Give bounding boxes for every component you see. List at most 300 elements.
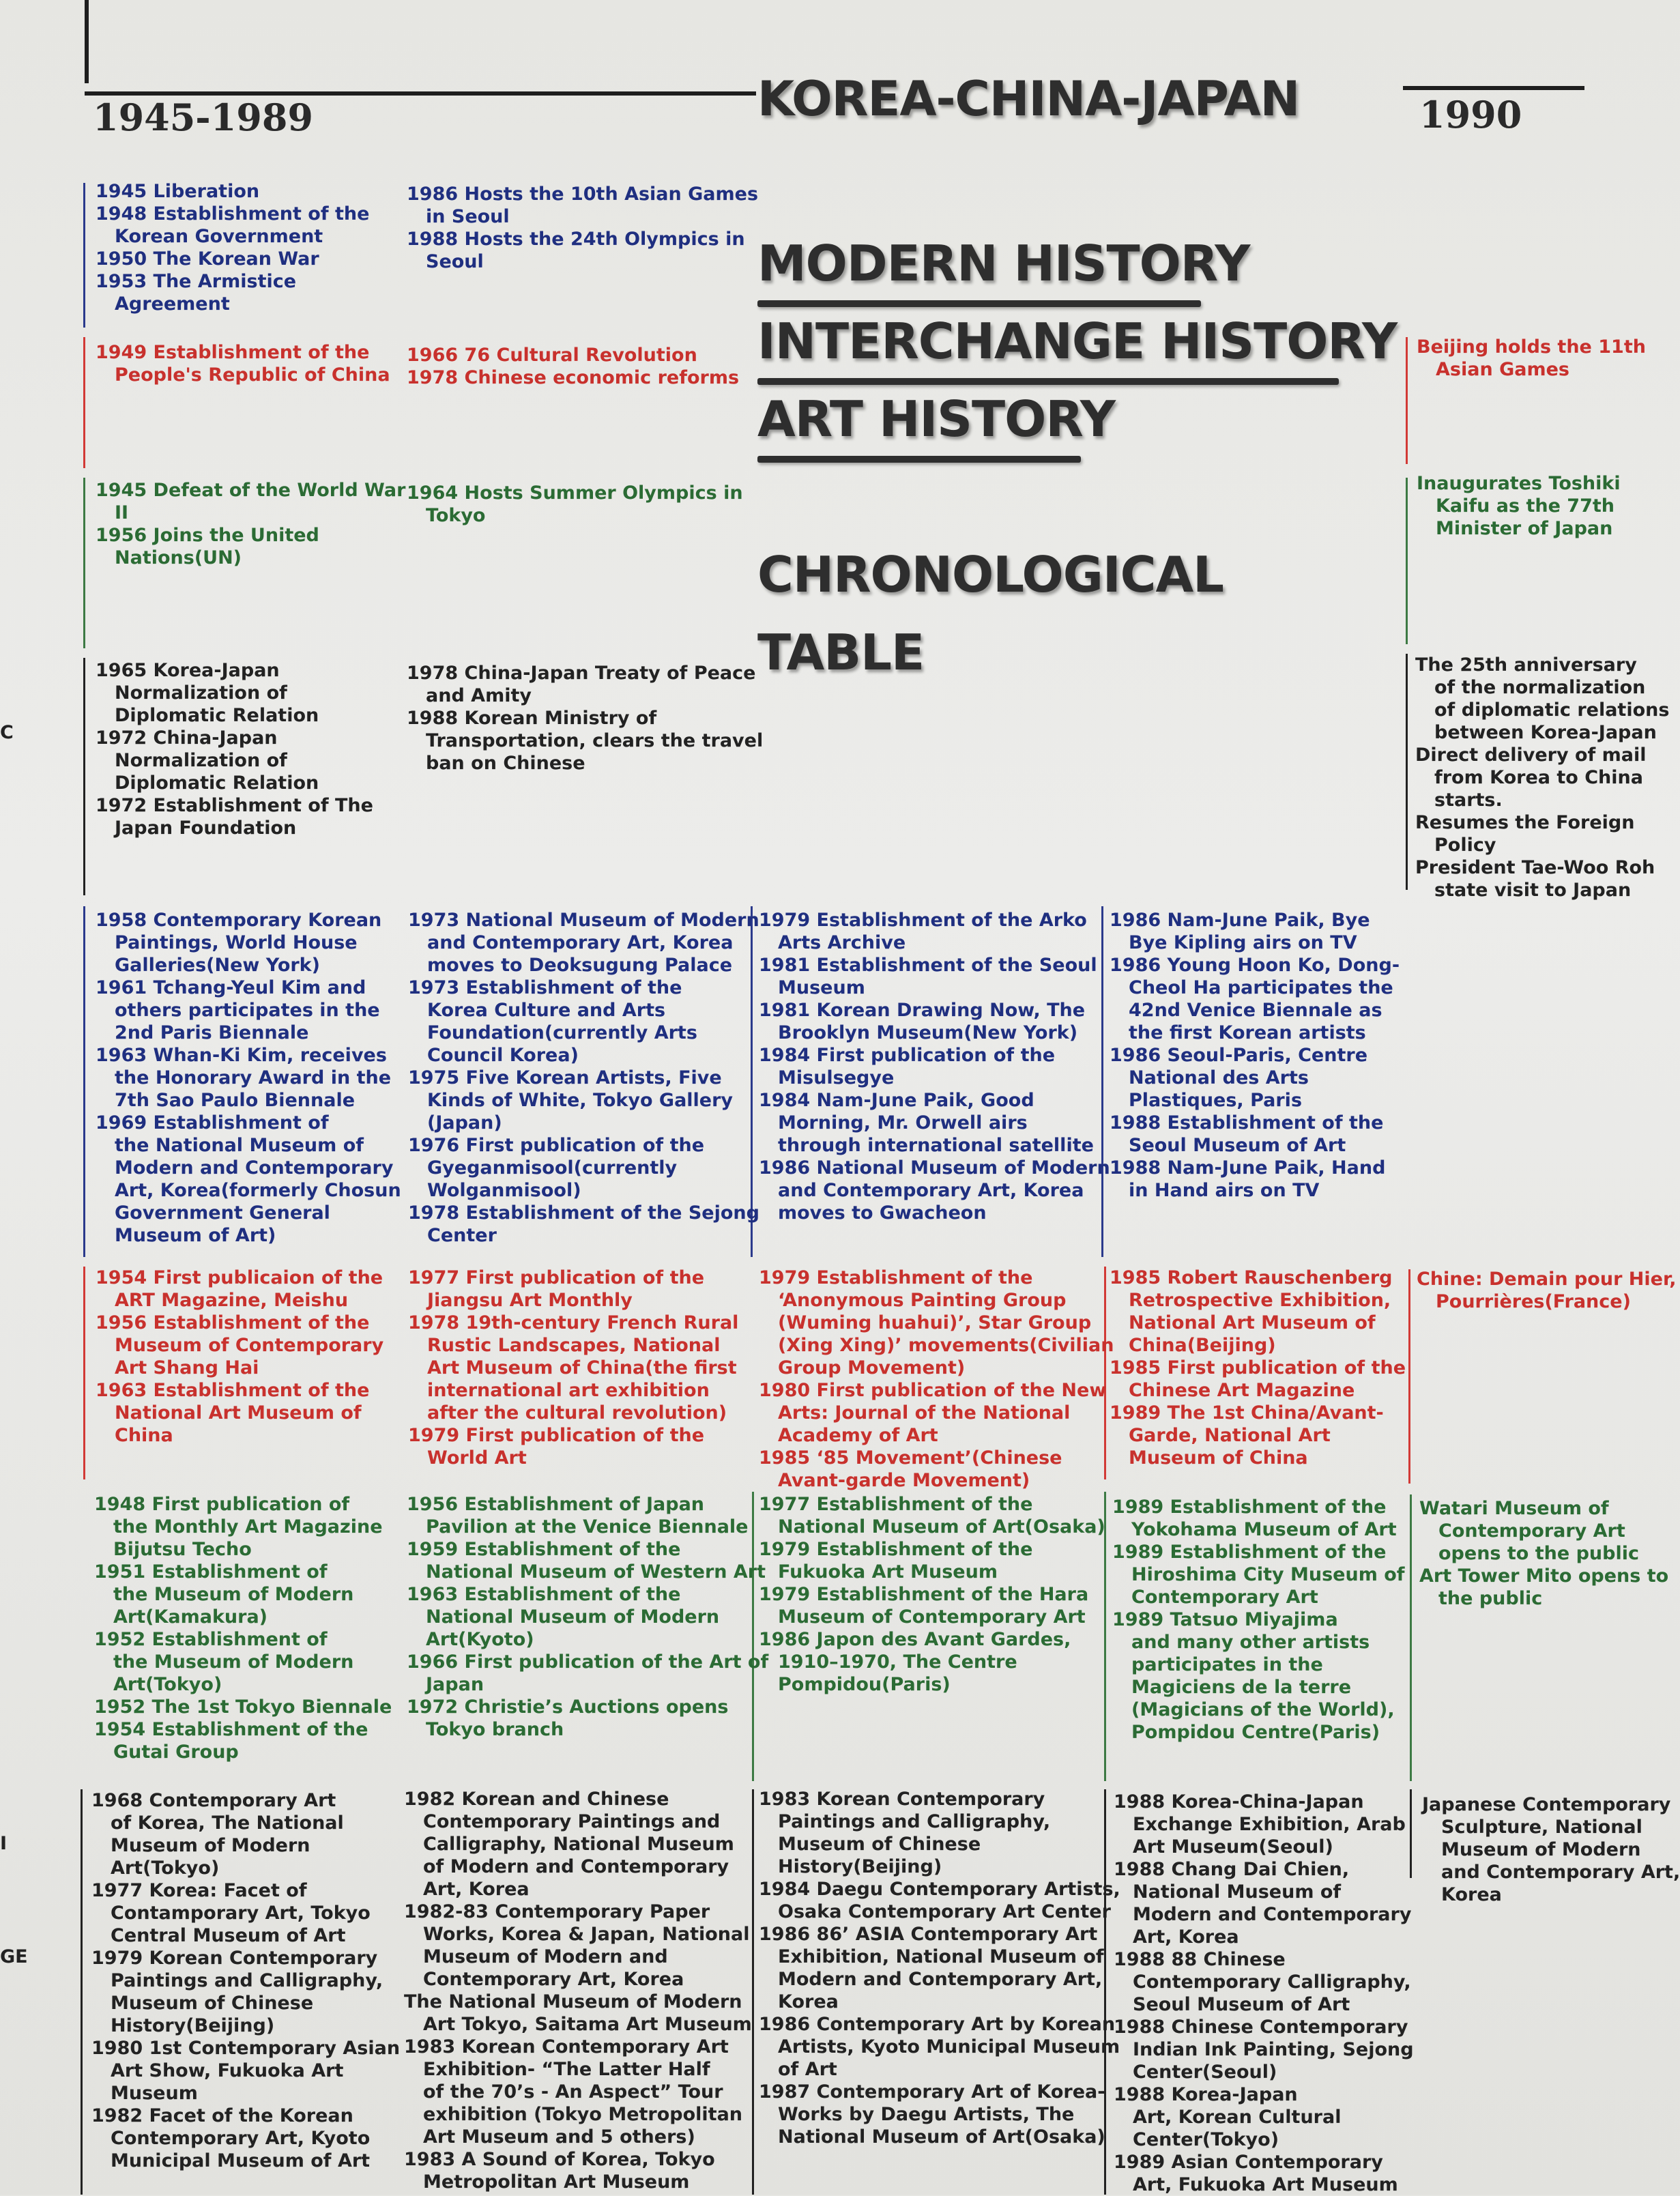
entry: Bye Kipling airs on TV — [1129, 932, 1357, 953]
entry: 1989 Asian Contemporary — [1114, 2152, 1383, 2173]
entry: Tokyo — [426, 505, 486, 526]
rule-art-korea-c1 — [83, 906, 85, 1257]
entry: the National Museum of — [115, 1135, 364, 1156]
rule-modern-korea-c1 — [83, 183, 85, 328]
entry: The National Museum of Modern — [404, 1991, 742, 2012]
entry: 1975 Five Korean Artists, Five — [408, 1067, 722, 1088]
rule-interchange-c5 — [1406, 654, 1408, 890]
entry: Art(Tokyo) — [113, 1674, 222, 1695]
entry: 1980 First publication of the New — [759, 1380, 1107, 1401]
entry: 1982 Facet of the Korean — [91, 2105, 353, 2126]
entry: 1981 Korean Drawing Now, The — [759, 1000, 1086, 1021]
entry: Rustic Landscapes, National — [427, 1335, 721, 1356]
entry: 1956 Joins the United — [96, 525, 319, 546]
entry: Korea Culture and Arts — [427, 1000, 666, 1021]
entry: 1910–1970, The Centre — [778, 1651, 1017, 1673]
entry: 1988 Chang Dai Chien, — [1114, 1859, 1350, 1880]
entry: Normalization of — [115, 750, 287, 771]
entry: Minister of Japan — [1436, 518, 1613, 539]
art-interchange-c1 — [91, 1789, 400, 2172]
entry: Sculpture, National — [1441, 1817, 1642, 1838]
rule-modern-china-c5 — [1406, 337, 1408, 464]
entry: National Art Museum of — [115, 1402, 362, 1424]
entry: others participates in the — [115, 1000, 380, 1021]
entry: 1978 19th-century French Rural — [408, 1312, 739, 1333]
entry: Misulsegye — [778, 1067, 895, 1088]
edge-label-ge: GE — [0, 1946, 28, 1967]
entry: Group Movement) — [778, 1357, 966, 1378]
entry: from Korea to China — [1434, 767, 1643, 788]
entry: 1988 Establishment of the — [1110, 1112, 1384, 1133]
entry: Policy — [1434, 835, 1496, 856]
entry: the Honorary Award in the — [115, 1067, 392, 1088]
entry: Art Shang Hai — [115, 1357, 259, 1378]
entry: Paintings and Calligraphy, — [778, 1811, 1051, 1832]
entry: 7th Sao Paulo Biennale — [115, 1090, 356, 1111]
rule-art-china-c5 — [1408, 1269, 1410, 1484]
entry: 1988 Korean Ministry of — [407, 708, 657, 729]
entry: History(Beijing) — [778, 1856, 942, 1877]
entry: exhibition (Tokyo Metropolitan — [423, 2104, 743, 2125]
entry: and Contemporary Art, — [1441, 1862, 1680, 1883]
entry: participates in the — [1131, 1654, 1323, 1675]
entry: 42nd Venice Biennale as — [1129, 1000, 1382, 1021]
entry: Gyeganmisool(currently — [427, 1157, 678, 1179]
entry: of Modern and Contemporary — [423, 1856, 729, 1877]
entry: 1979 Establishment of the — [759, 1267, 1033, 1288]
entry: of diplomatic relations — [1434, 699, 1670, 721]
entry: of Korea, The National — [111, 1812, 344, 1834]
entry: 1989 The 1st China/Avant- — [1110, 1402, 1384, 1424]
entry: Magiciens de la terre — [1131, 1677, 1352, 1698]
entry: Nations(UN) — [115, 547, 242, 568]
entry: of the 70’s - An Aspect” Tour — [423, 2081, 723, 2103]
entry: 1973 Establishment of the — [408, 977, 682, 998]
entry: Paintings, World House — [115, 932, 358, 953]
entry: Fukuoka Art Museum — [778, 1561, 998, 1583]
entry: Jiangsu Art Monthly — [427, 1290, 633, 1311]
entry: Art, Korea — [423, 1879, 530, 1900]
entry: 1988 Korea-Japan — [1114, 2084, 1298, 2105]
entry: 1966 First publication of the Art of — [407, 1651, 769, 1673]
entry: Korean Government — [115, 226, 323, 247]
entry: National Museum of Art(Osaka) — [778, 1516, 1105, 1537]
art-korea-c4 — [1110, 909, 1400, 1202]
entry: Museum of Contemporary — [115, 1335, 384, 1356]
art-korea-c1 — [96, 909, 401, 1247]
rule-modern-japan-c5 — [1406, 478, 1408, 644]
art-china-c5 — [1417, 1268, 1677, 1313]
entry: 1984 Daegu Contemporary Artists, — [759, 1879, 1120, 1900]
entry: 1988 Nam-June Paik, Hand — [1110, 1157, 1386, 1179]
entry: Council Korea) — [427, 1045, 579, 1066]
entry: 1945 Defeat of the World War — [96, 480, 406, 501]
entry: Contamporary Art, Tokyo — [111, 1903, 371, 1924]
entry: Works by Daegu Artists, The — [778, 2104, 1075, 2125]
entry: Exhibition, National Museum of — [778, 1946, 1104, 1967]
entry: National Art Museum of — [1129, 1312, 1376, 1333]
entry: Exhibition- “The Latter Half — [423, 2059, 710, 2080]
entry: Seoul Museum of Art — [1129, 1135, 1346, 1156]
entry: 1963 Establishment of the — [96, 1380, 370, 1401]
entry: 1988 Hosts the 24th Olympics in — [407, 229, 745, 250]
entry: 1979 Establishment of the — [759, 1539, 1033, 1560]
entry: Modern and Contemporary — [115, 1157, 394, 1179]
entry: 1988 Korea-China-Japan — [1114, 1791, 1364, 1812]
entry: Retrospective Exhibition, — [1129, 1290, 1391, 1311]
entry: National des Arts — [1129, 1067, 1309, 1088]
entry: Center(Seoul) — [1133, 2062, 1277, 2083]
entry: Diplomatic Relation — [115, 772, 319, 794]
entry: Art Show, Fukuoka Art — [111, 2060, 344, 2081]
entry: 1977 First publication of the — [408, 1267, 705, 1288]
entry: Plastiques, Paris — [1129, 1090, 1303, 1111]
entry: Gutai Group — [113, 1742, 239, 1763]
entry: (Xing Xing)’ movements(Civilian — [778, 1335, 1114, 1356]
entry: starts. — [1434, 790, 1503, 811]
modern-china-c5 — [1417, 336, 1646, 381]
entry: opens to the public — [1438, 1543, 1639, 1564]
entry: Center — [427, 1225, 497, 1246]
entry: and Contemporary Art, Korea — [427, 932, 734, 953]
entry: 1981 Establishment of the Seoul — [759, 955, 1097, 976]
entry: 1978 China-Japan Treaty of Peace — [407, 663, 756, 684]
hero-rule-1 — [757, 300, 1201, 307]
entry: Avant-garde Movement) — [778, 1470, 1030, 1491]
entry: Museum of Modern and — [423, 1946, 668, 1967]
art-china-c1 — [96, 1267, 383, 1447]
hero-rule-2 — [757, 378, 1339, 385]
edge-label-i: I — [0, 1833, 8, 1854]
entry: Center(Tokyo) — [1133, 2129, 1279, 2150]
entry: II — [115, 502, 129, 523]
entry: 1987 Contemporary Art of Korea- — [759, 2081, 1105, 2103]
edge-label-c: C — [0, 722, 14, 743]
entry: Metropolitan Art Museum — [423, 2171, 690, 2193]
entry: in Hand airs on TV — [1129, 1180, 1320, 1201]
rule-art-japan-c5 — [1410, 1494, 1412, 1781]
modern-japan-c2 — [407, 482, 743, 527]
entry: Central Museum of Art — [111, 1925, 346, 1946]
entry: the Monthly Art Magazine — [113, 1516, 383, 1537]
art-interchange-c5 — [1422, 1793, 1680, 1906]
entry: 1986 Contemporary Art by Korean — [759, 2014, 1116, 2035]
entry: 1989 Tatsuo Miyajima — [1112, 1609, 1338, 1630]
entry: 1986 Japon des Avant Gardes, — [759, 1629, 1071, 1650]
entry: 1950 The Korean War — [96, 248, 319, 270]
entry: Contemporary Art — [1131, 1587, 1318, 1608]
entry: and Contemporary Art, Korea — [778, 1180, 1084, 1201]
entry: Agreement — [115, 293, 230, 315]
entry: the Museum of Modern — [113, 1584, 354, 1605]
entry: 1969 Establishment of — [96, 1112, 329, 1133]
entry: Museum of Chinese — [778, 1834, 981, 1855]
interchange-c5 — [1415, 654, 1669, 901]
entry: 1973 National Museum of Modern — [408, 910, 759, 931]
entry: 1948 First publication of — [94, 1494, 350, 1515]
entry: Art, Korea(formerly Chosun — [115, 1180, 401, 1201]
art-japan-c5 — [1419, 1497, 1668, 1610]
entry: 1953 The Armistice — [96, 271, 297, 292]
entry: Contemporary Art, Korea — [423, 1969, 684, 1990]
entry: 1945 Liberation — [96, 181, 260, 202]
modern-korea-c2 — [407, 183, 758, 273]
entry: Korea — [778, 1991, 839, 2012]
entry: 1978 Chinese economic reforms — [407, 367, 740, 388]
entry: 1983 A Sound of Korea, Tokyo — [404, 2149, 715, 2170]
entry: Chinese Art Magazine — [1129, 1380, 1355, 1401]
rule-interchange-c1 — [83, 658, 85, 895]
entry: (Japan) — [427, 1112, 502, 1133]
entry: 1983 Korean Contemporary — [759, 1789, 1045, 1810]
entry: Contemporary Paintings and — [423, 1811, 721, 1832]
entry: 1982-83 Contemporary Paper — [404, 1901, 710, 1922]
entry: Academy of Art — [778, 1425, 938, 1446]
entry: Morning, Mr. Orwell airs — [778, 1112, 1028, 1133]
entry: Watari Museum of — [1419, 1498, 1609, 1519]
entry: 1986 Hosts the 10th Asian Games — [407, 184, 759, 205]
entry: 1952 The 1st Tokyo Biennale — [94, 1696, 392, 1718]
entry: (Wuming huahui)’, Star Group — [778, 1312, 1092, 1333]
entry: Museum of Art) — [115, 1225, 276, 1246]
art-interchange-c2 — [404, 1788, 752, 2193]
entry: ‘Anonymous Painting Group — [778, 1290, 1067, 1311]
entry: Diplomatic Relation — [115, 705, 319, 726]
entry: Normalization of — [115, 682, 287, 704]
entry: Japan Foundation — [115, 818, 297, 839]
entry: Art, Fukuoka Art Museum — [1133, 2174, 1398, 2195]
entry: Seoul Museum of Art — [1133, 1994, 1350, 2015]
entry: Chine: Demain pour Hier, — [1417, 1269, 1677, 1290]
entry: Garde, National Art — [1129, 1425, 1331, 1446]
entry: The 25th anniversary — [1415, 654, 1637, 676]
entry: 1956 Establishment of Japan — [407, 1494, 705, 1515]
entry: Art(Tokyo) — [111, 1858, 220, 1879]
modern-japan-c5 — [1417, 472, 1621, 540]
entry: Museum — [778, 977, 865, 998]
entry: 1972 Establishment of The — [96, 795, 373, 816]
art-japan-c2 — [407, 1493, 768, 1741]
entry: 1977 Korea: Facet of — [91, 1880, 307, 1901]
entry: 1979 Korean Contemporary — [91, 1948, 378, 1969]
entry: Osaka Contemporary Art Center — [778, 1901, 1111, 1922]
entry: 1951 Establishment of — [94, 1561, 328, 1583]
entry: History(Beijing) — [111, 2015, 275, 2036]
entry: 1979 Establishment of the Hara — [759, 1584, 1089, 1605]
art-china-c3 — [759, 1267, 1114, 1492]
entry: Galleries(New York) — [115, 955, 320, 976]
entry: 1986 Seoul-Paris, Centre — [1110, 1045, 1367, 1066]
entry: Japanese Contemporary — [1422, 1794, 1671, 1815]
entry: Museum of Contemporary Art — [778, 1606, 1086, 1628]
entry: Pompidou Centre(Paris) — [1131, 1722, 1380, 1743]
rule-modern-japan-c1 — [83, 478, 85, 648]
entry: Japan — [426, 1674, 484, 1695]
main-title: KOREA-CHINA-JAPAN — [757, 71, 1300, 127]
entry: Art Museum and 5 others) — [423, 2126, 695, 2148]
entry: 1954 First publicaion of the — [96, 1267, 383, 1288]
entry: 1956 Establishment of the — [96, 1312, 370, 1333]
entry: National Museum of Modern — [426, 1606, 720, 1628]
entry: Contemporary Calligraphy, — [1133, 1971, 1411, 1993]
entry: between Korea-Japan — [1434, 722, 1657, 743]
hero-art-history: ART HISTORY — [757, 390, 1115, 448]
entry: 1968 Contemporary Art — [91, 1790, 336, 1811]
art-japan-c3 — [759, 1493, 1105, 1696]
entry: Pourrières(France) — [1436, 1291, 1631, 1312]
entry: 1963 Whan-Ki Kim, receives — [96, 1045, 387, 1066]
entry: Foundation(currently Arts — [427, 1022, 697, 1043]
entry: 1963 Establishment of the — [407, 1584, 681, 1605]
entry: President Tae-Woo Roh — [1415, 857, 1655, 878]
entry: Resumes the Foreign — [1415, 812, 1635, 833]
entry: 1986 86’ ASIA Contemporary Art — [759, 1924, 1098, 1945]
entry: 1988 88 Chinese — [1114, 1949, 1286, 1970]
entry: 1986 Young Hoon Ko, Dong- — [1110, 955, 1400, 976]
frame-left-vertical — [85, 0, 89, 83]
entry: Exchange Exhibition, Arab — [1133, 1814, 1406, 1835]
hero-interchange-history: INTERCHANGE HISTORY — [757, 313, 1397, 370]
entry: 1988 Chinese Contemporary — [1114, 2017, 1408, 2038]
entry: 1948 Establishment of the — [96, 203, 370, 225]
entry: (Magicians of the World), — [1131, 1699, 1395, 1720]
entry: 1984 First publication of the — [759, 1045, 1056, 1066]
entry: Modern and Contemporary — [1133, 1904, 1412, 1925]
entry: and many other artists — [1131, 1632, 1370, 1653]
modern-japan-c1 — [96, 479, 405, 569]
entry: 1985 Robert Rauschenberg — [1110, 1267, 1393, 1288]
entry: Pavilion at the Venice Biennale — [426, 1516, 749, 1537]
entry: 2nd Paris Biennale — [115, 1022, 309, 1043]
entry: 1985 ‘85 Movement’(Chinese — [759, 1447, 1062, 1469]
entry: Arts Archive — [778, 932, 906, 953]
entry: Contemporary Art, Kyoto — [111, 2128, 371, 2149]
entry: 1972 China-Japan — [96, 727, 278, 749]
chrono-title-line1: CHRONOLOGICAL — [757, 546, 1224, 603]
art-china-c4 — [1110, 1267, 1406, 1469]
hero-modern-history: MODERN HISTORY — [757, 235, 1250, 292]
entry: moves to Gwacheon — [778, 1202, 987, 1224]
entry: through international satellite — [778, 1135, 1094, 1156]
period-right: 1990 — [1419, 93, 1522, 136]
entry: Government General — [115, 1202, 330, 1224]
entry: Art Tower Mito opens to — [1419, 1565, 1669, 1587]
entry: Museum of Modern — [111, 1835, 310, 1856]
entry: 1972 Christie’s Auctions opens — [407, 1696, 729, 1718]
entry: 1985 First publication of the — [1110, 1357, 1406, 1378]
entry: Pompidou(Paris) — [778, 1674, 951, 1695]
entry: 1964 Hosts Summer Olympics in — [407, 482, 743, 504]
entry: Contemporary Art — [1438, 1520, 1625, 1542]
entry: Calligraphy, National Museum — [423, 1834, 734, 1855]
entry: 1986 National Museum of Modern — [759, 1157, 1110, 1179]
entry: 1952 Establishment of — [94, 1629, 328, 1650]
entry: Art(Kyoto) — [426, 1629, 534, 1650]
modern-china-c1 — [96, 341, 390, 386]
art-korea-c2 — [408, 909, 759, 1247]
entry: Arts: Journal of the National — [778, 1402, 1071, 1424]
entry: international art exhibition — [427, 1380, 710, 1401]
entry: Tokyo branch — [426, 1719, 564, 1740]
entry: 1989 Establishment of the — [1112, 1542, 1387, 1563]
entry: Bijutsu Techo — [113, 1539, 252, 1560]
rule-art-interchange-c1 — [81, 1789, 83, 2195]
entry: Art(Kamakura) — [113, 1606, 268, 1628]
chrono-title-line2: TABLE — [757, 624, 925, 681]
entry: and Amity — [426, 685, 532, 706]
entry: Wolganmisool) — [427, 1180, 581, 1201]
entry: 1978 Establishment of the Sejong — [408, 1202, 759, 1224]
entry: Art Museum of China(the first — [427, 1357, 737, 1378]
entry: the Museum of Modern — [113, 1651, 354, 1673]
entry: 1966 76 Cultural Revolution — [407, 345, 697, 366]
entry: China — [115, 1425, 173, 1446]
rule-modern-china-c1 — [83, 337, 85, 468]
entry: of Art — [778, 2059, 837, 2080]
entry: 1980 1st Contemporary Asian — [91, 2038, 401, 2059]
entry: the first Korean artists — [1129, 1022, 1366, 1043]
entry: Museum of Chinese — [111, 1993, 314, 2014]
entry: 1959 Establishment of the — [407, 1539, 681, 1560]
entry: Cheol Ha participates the — [1129, 977, 1393, 998]
entry: National Museum of Art(Osaka) — [778, 2126, 1105, 2148]
entry: 1976 First publication of the — [408, 1135, 705, 1156]
art-interchange-c3 — [759, 1788, 1120, 2148]
entry: Paintings and Calligraphy, — [111, 1970, 383, 1991]
entry: Beijing holds the 11th — [1417, 336, 1646, 358]
entry: 1982 Korean and Chinese — [404, 1789, 669, 1810]
entry: Direct delivery of mail — [1415, 745, 1647, 766]
entry: 1984 Nam-June Paik, Good — [759, 1090, 1034, 1111]
entry: Transportation, clears the travel — [426, 730, 764, 751]
entry: Artists, Kyoto Municipal Museum — [778, 2036, 1120, 2057]
entry: Art, Korea — [1133, 1926, 1239, 1948]
art-japan-c1 — [94, 1493, 392, 1763]
entry: Kaifu as the 77th — [1436, 495, 1614, 517]
entry: Hiroshima City Museum of — [1131, 1564, 1405, 1585]
entry: 1979 First publication of the — [408, 1425, 705, 1446]
modern-korea-c1 — [96, 180, 369, 315]
art-interchange-c4 — [1114, 1791, 1414, 2196]
art-korea-c3 — [759, 909, 1110, 1224]
entry: 1949 Establishment of the — [96, 342, 370, 363]
entry: Brooklyn Museum(New York) — [778, 1022, 1078, 1043]
entry: state visit to Japan — [1434, 880, 1632, 901]
entry: Modern and Contemporary Art, — [778, 1969, 1103, 1990]
entry: moves to Deoksugung Palace — [427, 955, 733, 976]
entry: Municipal Museum of Art — [111, 2150, 371, 2171]
hero-rule-3 — [757, 456, 1081, 463]
interchange-c1 — [96, 659, 373, 839]
entry: 1961 Tchang-Yeul Kim and — [96, 977, 366, 998]
frame-top-rule-right — [1403, 86, 1584, 90]
rule-art-china-c1 — [83, 1267, 85, 1479]
entry: Art, Korean Cultural — [1133, 2107, 1342, 2128]
interchange-c2 — [407, 662, 763, 775]
entry: of the normalization — [1434, 677, 1646, 698]
entry: Indian Ink Painting, Sejong — [1133, 2039, 1414, 2060]
entry: Museum of Modern — [1441, 1839, 1641, 1860]
entry: Museum — [111, 2083, 198, 2104]
entry: 1977 Establishment of the — [759, 1494, 1033, 1515]
entry: Seoul — [426, 251, 484, 272]
entry: 1986 Nam-June Paik, Bye — [1110, 910, 1370, 931]
entry: 1983 Korean Contemporary Art — [404, 2036, 729, 2057]
entry: People's Republic of China — [115, 364, 390, 386]
entry: World Art — [427, 1447, 527, 1469]
entry: Art Museum(Seoul) — [1133, 1836, 1333, 1858]
entry: Korea — [1441, 1884, 1502, 1905]
